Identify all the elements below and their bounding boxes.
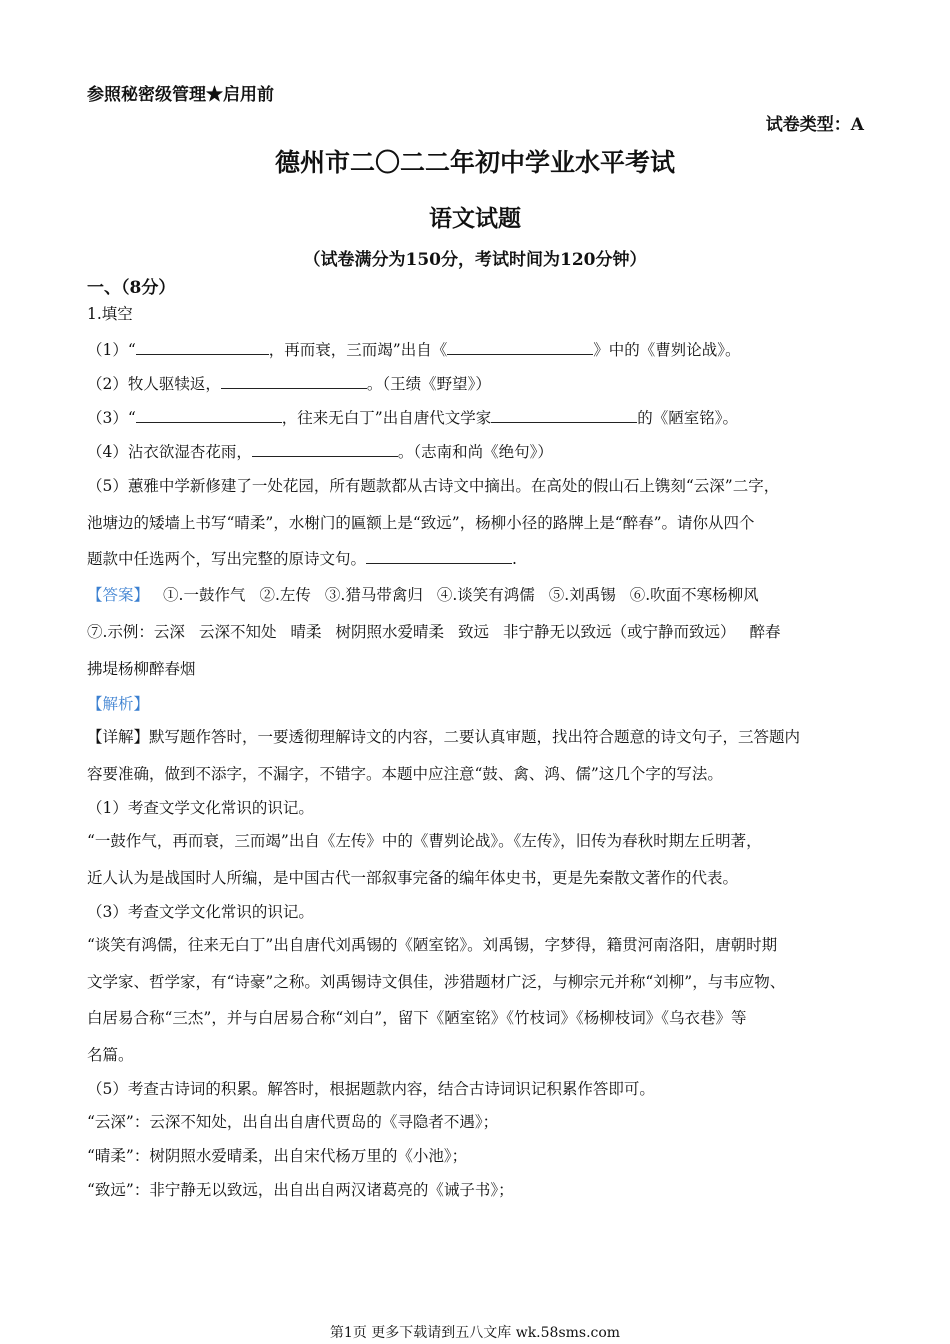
answer-blank[interactable] <box>447 340 593 355</box>
question-item-1: （1）“ ，再而衰，三而竭”出自《 》中的《曹刿论战》。 <box>87 341 741 359</box>
analysis-line: 文学家、哲学家，有“诗豪”之称。刘禹锡诗文俱佳，涉猎题材广泛，与柳宗元并称“刘柳”，与韦应物、 <box>87 973 786 991</box>
question-title: 1.填空 <box>87 305 133 323</box>
analysis-line: 名篇。 <box>87 1046 134 1064</box>
question-item-3: （3）“ ，往来无白丁”出自唐代文学家 的《陋室铭》。 <box>87 409 738 427</box>
answer-blank[interactable] <box>252 442 398 457</box>
analysis-line: （3）考查文学文化常识的识记。 <box>87 903 314 921</box>
analysis-line: “晴柔”：树阴照水爱晴柔，出自宋代杨万里的《小池》； <box>87 1147 468 1165</box>
page-footer: 第1页 更多下载请到五八文库 wk.58sms.com <box>329 1325 621 1341</box>
analysis-line: “一鼓作气，再而衰，三而竭”出自《左传》中的《曹刿论战》。《左传》，旧传为春秋时期左丘明著， <box>87 832 762 850</box>
question-item-2: （2）牧人驱犊返， 。（王绩《野望》） <box>87 375 491 393</box>
confidential-label: 参照秘密级管理★启用前 <box>87 85 274 105</box>
page-title: 德州市二〇二二年初中学业水平考试 <box>274 148 675 177</box>
analysis-line: 【详解】默写题作答时，一要透彻理解诗文的内容，二要认真审题，找出符合题意的诗文句子，三答题内 <box>87 728 801 746</box>
paper-type-label: 试卷类型：A <box>765 115 864 135</box>
question-item-5-line3: 题款中任选两个，写出完整的原诗文句。 . <box>87 550 517 568</box>
answer-line3: 拂堤杨柳醉春烟 <box>87 660 196 678</box>
answer-blank[interactable] <box>491 408 637 423</box>
answer-line1: 【答案】 ①.一鼓作气 ②.左传 ③.猎马带禽归 ④.谈笑有鸿儒 ⑤.刘禹锡 ⑥.吹面不寒杨柳风 <box>87 586 759 604</box>
analysis-line: “致远”：非宁静无以致远，出自出自两汉诸葛亮的《诫子书》； <box>87 1181 514 1199</box>
analysis-line: （5）考查古诗词的积累。解答时，根据题款内容，结合古诗词识记积累作答即可。 <box>87 1080 655 1098</box>
analysis-line: “云深”：云深不知处，出自出自唐代贾岛的《寻隐者不遇》； <box>87 1113 499 1131</box>
analysis-line: 容要准确，做到不添字，不漏字，不错字。本题中应注意“鼓、禽、鸿、儒”这几个字的写法。 <box>87 765 723 783</box>
answer-blank[interactable] <box>136 340 269 355</box>
page-subtitle: 语文试题 <box>429 205 521 232</box>
exam-info: （试卷满分为150分，考试时间为120分钟） <box>303 250 647 270</box>
analysis-label: 【解析】 <box>87 695 150 713</box>
question-item-5-line1: （5）蕙雅中学新修建了一处花园，所有题款都从古诗文中摘出。在高处的假山石上镌刻“云深”二字， <box>87 477 780 495</box>
analysis-line: 近人认为是战国时人所编，是中国古代一部叙事完备的编年体史书，更是先秦散文著作的代表。 <box>87 869 739 887</box>
answer-label: 【答案】 <box>87 586 150 604</box>
answer-blank[interactable] <box>366 549 512 564</box>
question-item-5-line2: 池塘边的矮墙上书写“晴柔”，水榭门的匾额上是“致远”，杨柳小径的路牌上是“醉春”。请你从四个 <box>87 514 755 532</box>
analysis-line: “谈笑有鸿儒，往来无白丁”出自唐代刘禹锡的《陋室铭》。刘禹锡，字梦得，籍贯河南洛阳，唐朝时期 <box>87 936 778 954</box>
analysis-line: 白居易合称“三杰”，并与白居易合称“刘白”，留下《陋室铭》《竹枝词》《杨柳枝词》《乌衣巷》等 <box>87 1009 747 1027</box>
analysis-line: （1）考查文学文化常识的识记。 <box>87 799 314 817</box>
answer-line2: ⑦.示例：云深 云深不知处 晴柔 树阴照水爱晴柔 致远 非宁静无以致远（或宁静而致远） 醉春 <box>87 623 781 641</box>
answer-blank[interactable] <box>136 408 282 423</box>
section-heading: 一、（8分） <box>87 278 176 298</box>
answer-blank[interactable] <box>221 374 367 389</box>
question-item-4: （4）沾衣欲湿杏花雨， 。（志南和尚《绝句》） <box>87 443 553 461</box>
